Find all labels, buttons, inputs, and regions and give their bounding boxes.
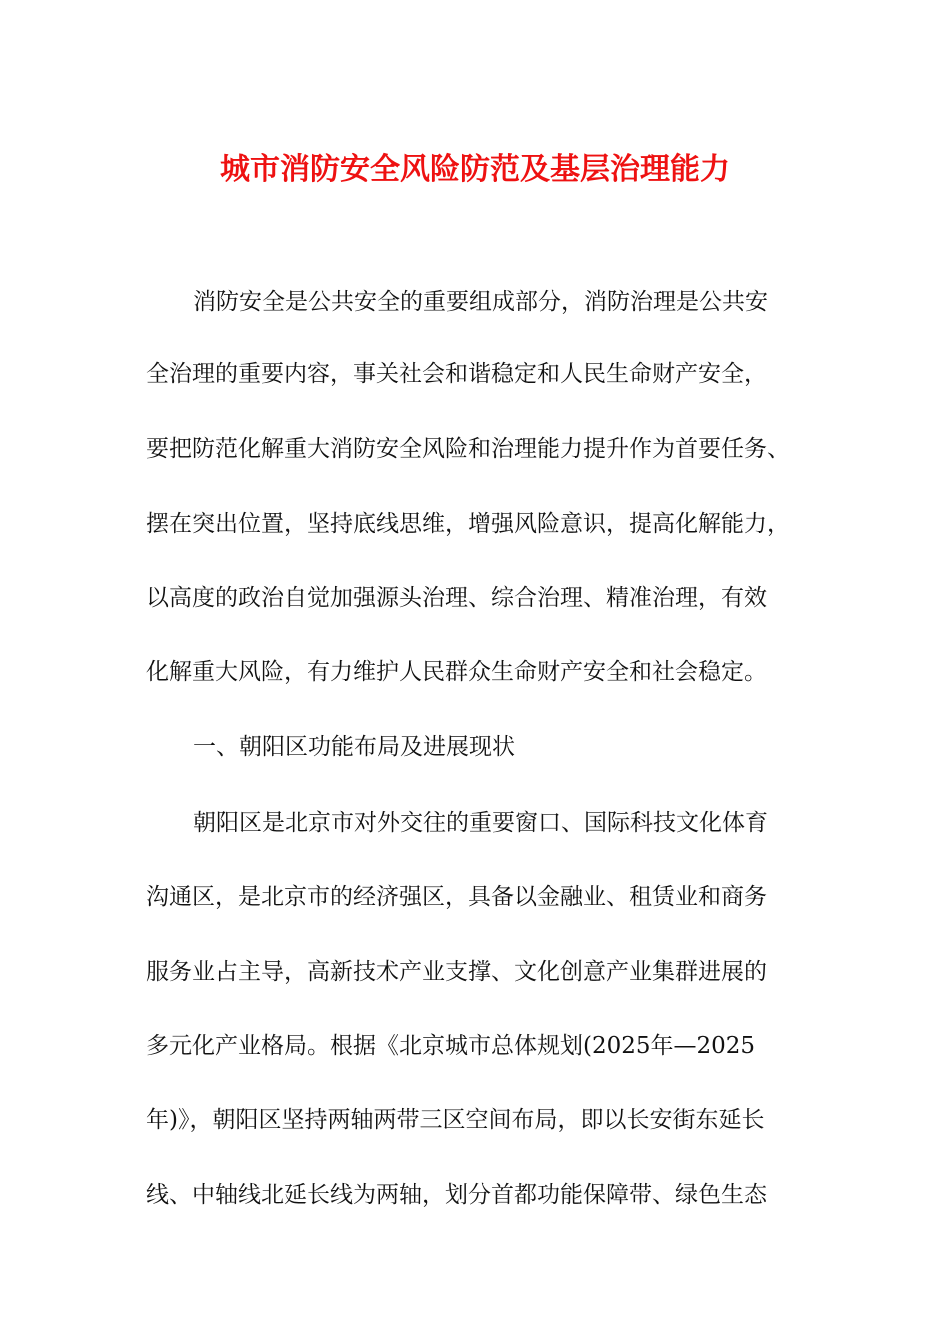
paragraph-line: 消防安全是公共安全的重要组成部分，消防治理是公共安 <box>193 289 768 315</box>
paragraph-line: 化解重大风险，有力维护人民群众生命财产安全和社会稳定。 <box>146 659 767 685</box>
paragraph-line: 多元化产业格局。根据《北京城市总体规划(2025年—2025 <box>146 1033 756 1059</box>
document-title: 城市消防安全风险防范及基层治理能力 <box>220 152 730 187</box>
paragraph-line: 线、中轴线北延长线为两轴，划分首都功能保障带、绿色生态 <box>146 1182 767 1208</box>
paragraph-line: 要把防范化解重大消防安全风险和治理能力提升作为首要任务、 <box>146 436 790 462</box>
paragraph-line: 沟通区，是北京市的经济强区，具备以金融业、租赁业和商务 <box>146 884 767 910</box>
paragraph-line: 服务业占主导，高新技术产业支撑、文化创意产业集群进展的 <box>146 959 767 985</box>
paragraph-line: 摆在突出位置，坚持底线思维，增强风险意识，提高化解能力， <box>146 511 790 537</box>
paragraph-line: 年)》，朝阳区坚持两轴两带三区空间布局，即以长安街东延长 <box>146 1107 765 1133</box>
section-heading: 一、朝阳区功能布局及进展现状 <box>193 734 515 760</box>
paragraph-line: 全治理的重要内容，事关社会和谐稳定和人民生命财产安全， <box>146 361 767 387</box>
paragraph-line: 以高度的政治自觉加强源头治理、综合治理、精准治理，有效 <box>146 585 767 611</box>
paragraph-line: 朝阳区是北京市对外交往的重要窗口、国际科技文化体育 <box>193 810 768 836</box>
